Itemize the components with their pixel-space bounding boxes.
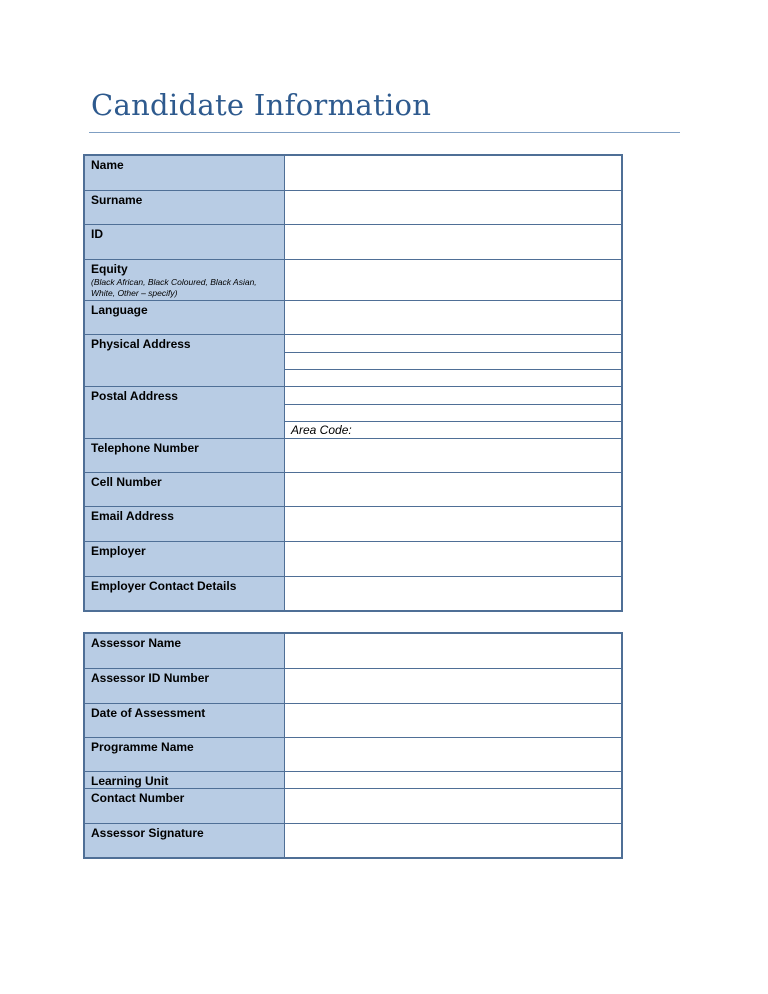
assessor-name-label: Assessor Name [84, 633, 285, 668]
assessor-name-field[interactable] [285, 633, 623, 668]
physical-address-line-3[interactable] [285, 369, 623, 386]
programme-name-label: Programme Name [84, 737, 285, 771]
language-field[interactable] [285, 300, 623, 334]
candidate-info-table [83, 154, 623, 612]
physical-address-line-2[interactable] [285, 352, 623, 369]
employer-label: Employer [84, 541, 285, 576]
postal-address-label: Postal Address [84, 386, 285, 438]
physical-address-line-1[interactable] [285, 334, 623, 352]
title-divider [89, 132, 680, 133]
surname-label: Surname [84, 190, 285, 224]
programme-name-field[interactable] [285, 737, 623, 771]
contact-number-field[interactable] [285, 788, 623, 823]
equity-note: (Black African, Black Coloured, Black Asian, White, Other – specify) [91, 276, 257, 298]
telephone-number-label: Telephone Number [84, 438, 285, 472]
employer-field[interactable] [285, 541, 623, 576]
physical-address-label: Physical Address [84, 334, 285, 386]
email-address-label: Email Address [84, 506, 285, 541]
postal-address-line-1[interactable] [285, 386, 623, 404]
email-address-field[interactable] [285, 506, 623, 541]
area-code-field[interactable]: Area Code: [285, 421, 623, 438]
assessor-id-number-field[interactable] [285, 668, 623, 703]
date-of-assessment-label: Date of Assessment [84, 703, 285, 737]
equity-label [84, 259, 285, 300]
assessor-signature-field[interactable] [285, 823, 623, 858]
learning-unit-label: Learning Unit [84, 771, 285, 788]
name-field[interactable] [285, 155, 623, 190]
date-of-assessment-field[interactable] [285, 703, 623, 737]
employer-contact-details-field[interactable] [285, 576, 623, 611]
cell-number-field[interactable] [285, 472, 623, 506]
assessor-id-number-label: Assessor ID Number [84, 668, 285, 703]
equity-label-text: Equity [91, 261, 128, 276]
telephone-number-field[interactable] [285, 438, 623, 472]
id-label: ID [84, 224, 285, 259]
equity-field[interactable] [285, 259, 623, 300]
id-field[interactable] [285, 224, 623, 259]
assessor-info-table [83, 632, 623, 859]
assessor-signature-label: Assessor Signature [84, 823, 285, 858]
language-label: Language [84, 300, 285, 334]
cell-number-label: Cell Number [84, 472, 285, 506]
surname-field[interactable] [285, 190, 623, 224]
contact-number-label: Contact Number [84, 788, 285, 823]
page-title: Candidate Information [91, 88, 432, 122]
employer-contact-details-label: Employer Contact Details [84, 576, 285, 611]
learning-unit-field[interactable] [285, 771, 623, 788]
postal-address-line-2[interactable] [285, 404, 623, 421]
name-label: Name [84, 155, 285, 190]
